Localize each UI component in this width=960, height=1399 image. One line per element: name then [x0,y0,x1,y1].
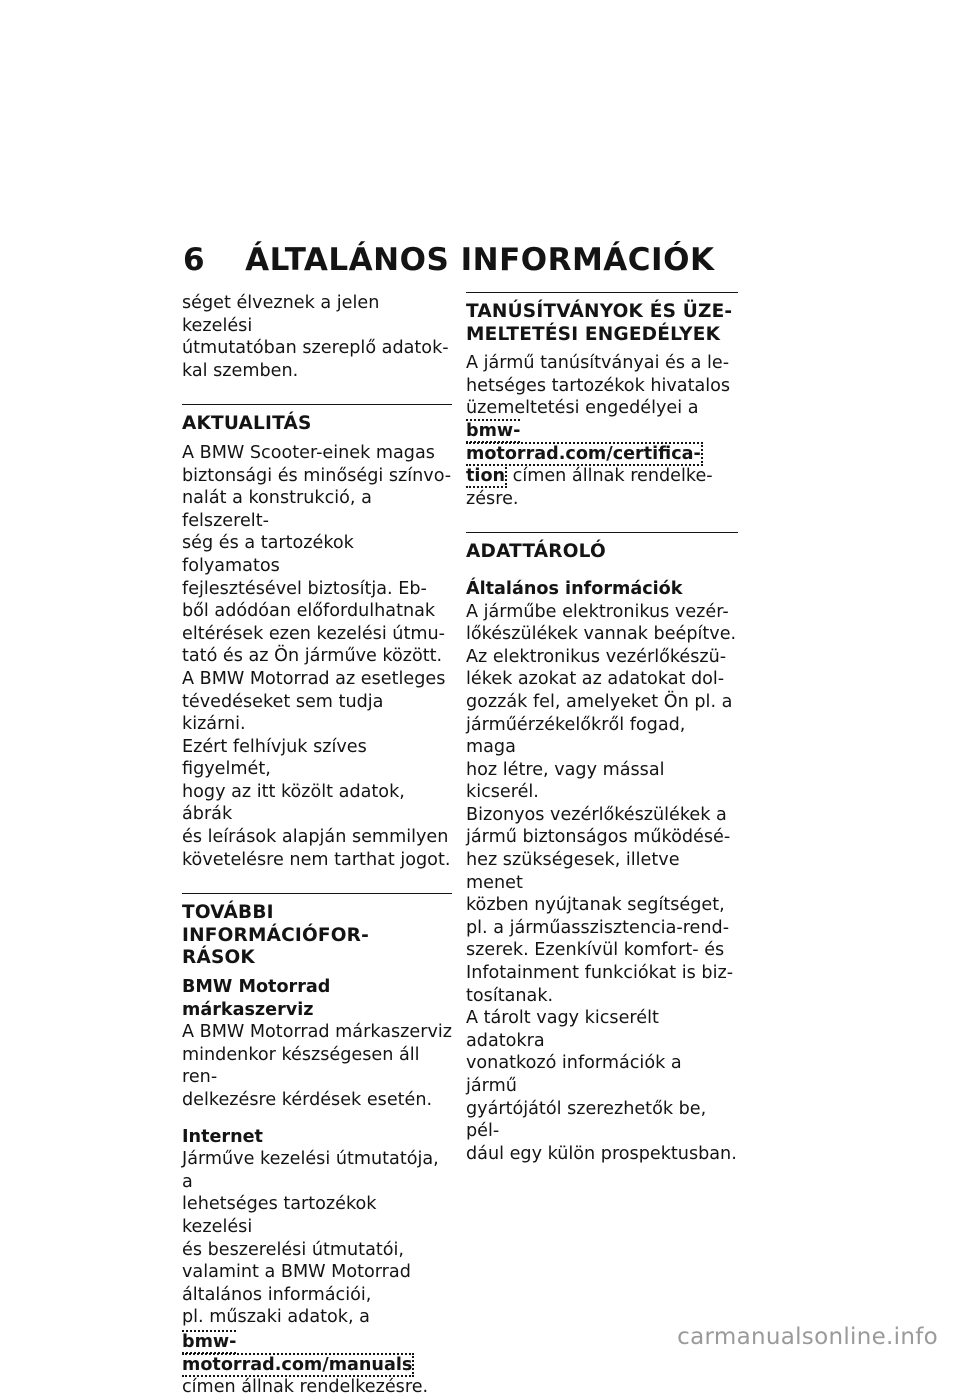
section-heading-tanusitvanyok: TANÚSÍTVÁNYOK ÉS ÜZE- MELTETÉSI ENGEDÉLYEK [466,301,733,345]
adattarolo-paragraph-2: A tárolt vagy kicserélt adatokra vonatkozó információk a jármű gyártójától szerezhetők be, pél- dául egy külön prospektusban. [466,1008,737,1164]
subheading-general-info: Általános információk [466,578,683,599]
tanusitvanyok-paragraph: A jármű tanúsítványai és a le- hetséges tartozékok hivatalos üzemeltetési engedélyei a bmw-motorrad.com/certifica- tion címen állnak rendelke- zésre. [466,353,731,509]
section-heading-tovabbi: TOVÁBBI INFORMÁCIÓFOR- RÁSOK [182,902,369,969]
subheading-internet: Internet [182,1126,263,1147]
chapter-number: 6 [183,242,206,278]
section-heading-aktualitas: AKTUALITÁS [182,413,312,435]
intro-paragraph: séget élveznek a jelen kezelési útmutatóban szereplő adatok- kal szemben. [182,293,449,381]
page-title [183,242,714,278]
subheading-bmw-service: BMW Motorrad márkaszerviz [182,977,331,1020]
certification-link-part1[interactable]: bmw-motorrad.com/certifica- [466,420,701,464]
bmw-service-paragraph: A BMW Motorrad márkaszerviz mindenkor készségesen áll ren- delkezésre kérdések esetén. [182,1022,452,1110]
adattarolo-paragraph-1: A járműbe elektronikus vezér- lőkészülékek vannak beépítve. Az elektronikus vezérlőkészü- lékek azokat az adatokat dol- gozzák fel, amelyeket Ön pl. a járműérzékelőkről fogad, maga hoz létre, vagy mással kicserél. Bizonyos vezérlőkészülékek a jármű biztonságos működésé- hez szükségesek, illetve menet közben nyújtanak segítséget, pl. a járműasszisztencia-rend- szerek. Ezenkívül komfort- és Infotainment funkciókat is biz- tosítanak. [466,601,737,1006]
right-column [466,292,738,1165]
watermark: carmanualsonline.info [677,1324,938,1350]
internet-paragraph: Járműve kezelési útmutatója, a lehetséges tartozékok kezelési és beszerelési útmutatói, valamint a BMW Motorrad általános információi, pl. műszaki adatok, a bmw-motorrad.com/manuals címen állnak rendelkezésre. [182,1149,439,1398]
certification-link-part2[interactable]: tion [466,466,506,487]
aktualitas-paragraph: A BMW Scooter-einek magas biztonsági és minőségi színvo- nalát a konstrukció, a felszerelt- ség és a tartozékok folyamatos fejlesztésével biztosítja. Eb- ből adódóan előfordulhatnak eltérések ezen kezelési útmu- tató és az Ön járműve között. A BMW Motorrad az esetleges tévedéseket sem tudja kizárni. Ezért felhívjuk szíves figyelmét, hogy az itt közölt adatok, ábrák és leírások alapján semmilyen követelésre nem tarthat jogot. [182,442,452,870]
manuals-link[interactable]: bmw-motorrad.com/manuals [182,1331,413,1375]
section-heading-adattarolo: ADATTÁROLÓ [466,541,606,563]
chapter-title: ÁLTALÁNOS INFORMÁCIÓK [245,242,715,278]
left-column [182,292,452,1399]
